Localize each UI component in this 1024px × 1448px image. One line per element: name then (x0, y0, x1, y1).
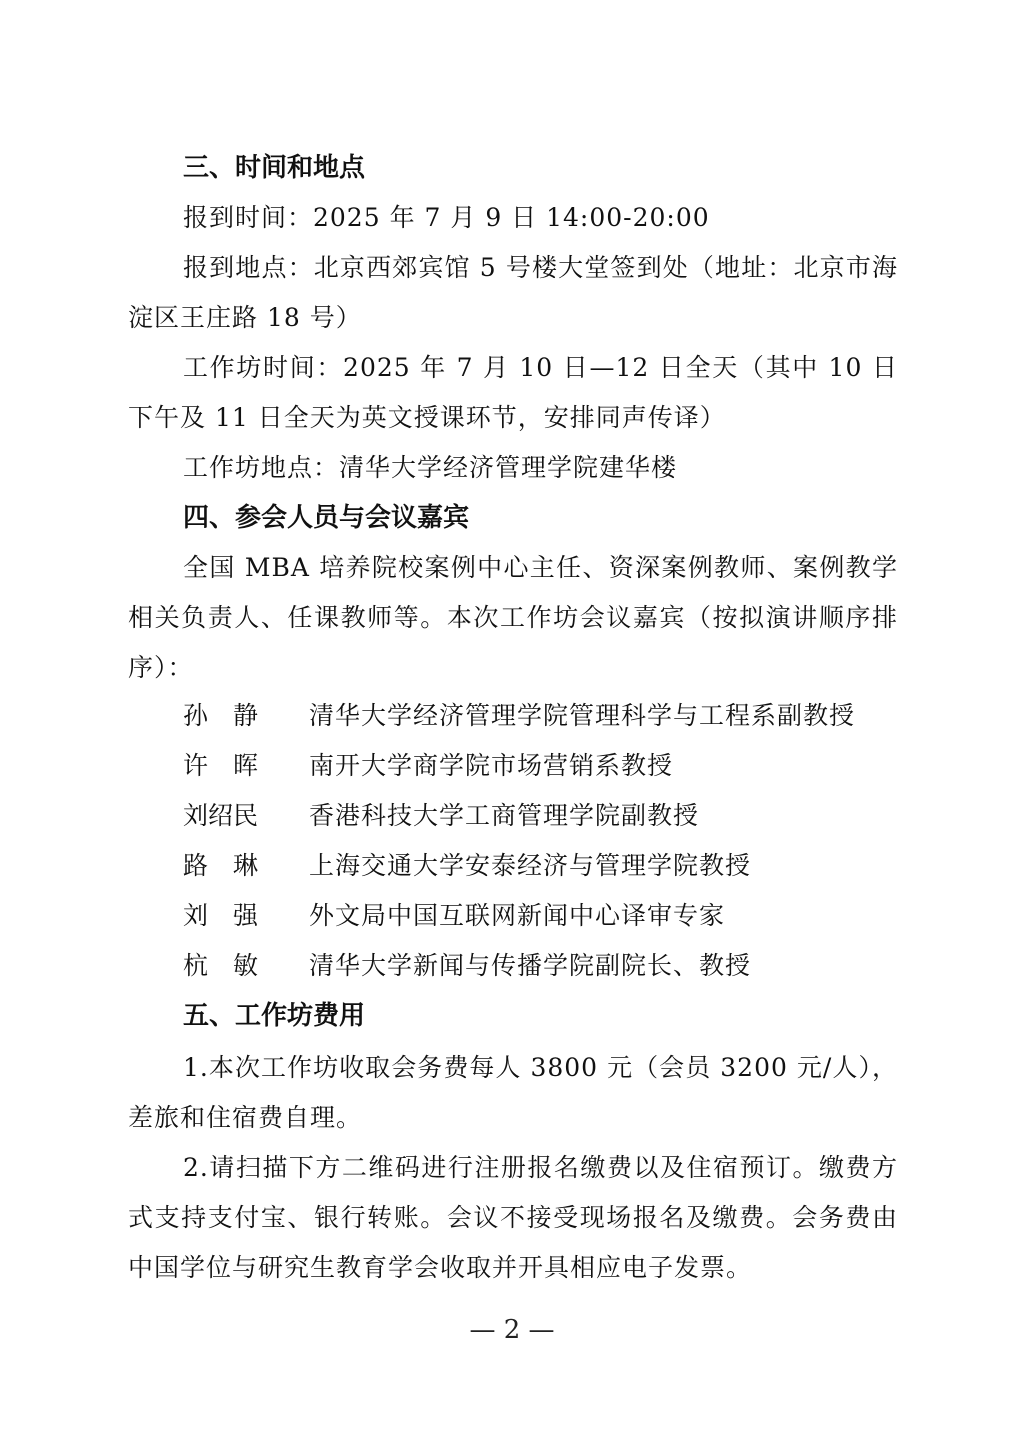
registration-time: 报到时间：2025 年 7 月 9 日 14:00-20:00 (183, 203, 710, 232)
guest-title: 外文局中国互联网新闻中心译审专家 (309, 901, 726, 930)
guest-name: 刘 强 (183, 901, 259, 930)
guest-title: 清华大学经济管理学院管理科学与工程系副教授 (309, 701, 856, 730)
guest-title: 香港科技大学工商管理学院副教授 (309, 801, 700, 830)
workshop-place: 工作坊地点：清华大学经济管理学院建华楼 (183, 453, 678, 482)
page-number: — 2 — (469, 1315, 555, 1345)
guest-title: 清华大学新闻与传播学院副院长、教授 (309, 951, 752, 980)
section-5-heading: 五、工作坊费用 (183, 1001, 366, 1031)
section-4-heading: 四、参会人员与会议嘉宾 (183, 503, 470, 533)
section-3-heading: 三、时间和地点 (183, 153, 366, 183)
registration-place: 报到地点：北京西郊宾馆 5 号楼大堂签到处（地址：北京市海淀区王庄路 18 号） (128, 253, 898, 332)
guest-name: 许 晖 (183, 751, 259, 780)
fee-item-2: 2.请扫描下方二维码进行注册报名缴费以及住宿预订。缴费方式支持支付宝、银行转账。会议不接受现场报名及缴费。会务费由中国学位与研究生教育学会收取并开具相应电子发票。 (128, 1153, 898, 1282)
participants-intro: 全国 MBA 培养院校案例中心主任、资深案例教师、案例教学相关负责人、任课教师等。本次工作坊会议嘉宾（按拟演讲顺序排序）： (128, 553, 898, 682)
workshop-time: 工作坊时间：2025 年 7 月 10 日—12 日全天（其中 10 日下午及 11 日全天为英文授课环节，安排同声传译） (128, 353, 898, 432)
guest-name: 刘绍民 (183, 801, 259, 830)
guest-name: 孙 静 (183, 701, 259, 730)
fee-item-1: 1.本次工作坊收取会务费每人 3800 元（会员 3200 元/人），差旅和住宿费自理。 (128, 1053, 898, 1132)
guest-title: 上海交通大学安泰经济与管理学院教授 (309, 851, 752, 880)
guest-title: 南开大学商学院市场营销系教授 (309, 751, 674, 780)
guest-name: 杭 敏 (183, 951, 259, 980)
guest-name: 路 琳 (183, 851, 259, 880)
